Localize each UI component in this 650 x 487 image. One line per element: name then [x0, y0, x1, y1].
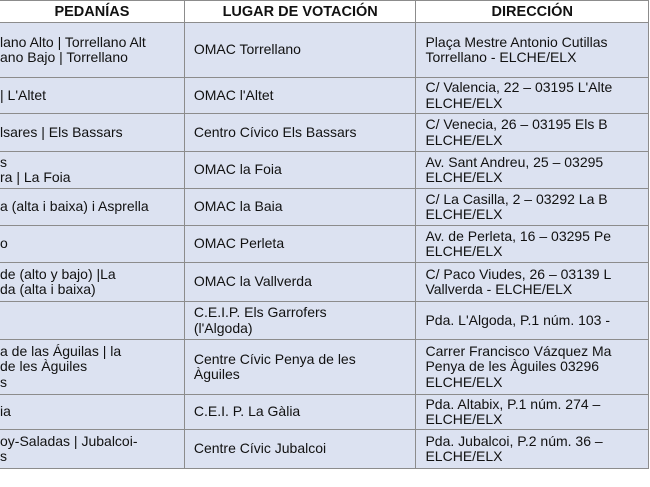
pedanias-cell — [0, 340, 184, 395]
cell-text-line: | L'Altet — [0, 86, 46, 103]
cell-text-line: OMAC la Foia — [193, 161, 282, 178]
table-row — [0, 263, 649, 302]
cell-text-line: ia — [0, 403, 11, 420]
cell-text-line: C.E.I. P. La Gàlia — [193, 403, 301, 420]
direccion-cell — [416, 430, 649, 469]
cell-text-line: da (alta i baixa) — [0, 281, 96, 297]
cell-text-line: ELCHE/ELX — [425, 206, 503, 222]
table-row — [0, 23, 649, 78]
lugar-cell — [184, 340, 416, 395]
table-row — [0, 430, 649, 469]
table-row — [0, 152, 649, 189]
lugar-cell — [184, 430, 416, 469]
direccion-cell — [416, 23, 649, 78]
cell-text-line: ELCHE/ELX — [425, 169, 503, 185]
cell-text-line: OMAC Perleta — [193, 235, 285, 252]
cell-text-line: Centre Cívic Penya de les — [193, 350, 356, 367]
header-lugar-de-votacion: LUGAR DE VOTACIÓN — [184, 1, 416, 23]
direccion-cell — [416, 152, 649, 189]
cell-text-line: C/ Valencia, 22 – 03195 L'Alte — [425, 79, 613, 95]
cell-text-line: ELCHE/ELX — [425, 243, 503, 259]
direccion-cell — [416, 226, 649, 263]
cell-text-line: ELCHE/ELX — [425, 448, 503, 464]
pedanias-cell — [0, 23, 184, 78]
cell-text-line: Penya de les Àguiles 03296 — [425, 358, 600, 375]
cell-text-line: s — [0, 153, 7, 170]
cell-text-line: Centro Cívico Els Bassars — [193, 123, 357, 140]
cell-text-line: OMAC la Baia — [193, 198, 283, 215]
cell-text-line: o — [0, 235, 8, 252]
cell-text-line: ra | La Foia — [0, 169, 71, 185]
cell-text-line: lsares | Els Bassars — [0, 123, 123, 140]
cell-text-line: a (alta i baixa) i Asprella — [0, 198, 149, 215]
cell-text-line: Vallverda - ELCHE/ELX — [425, 281, 573, 297]
cell-text-line: s — [0, 448, 7, 464]
cell-text-line: Pda. Jubalcoi, P.2 núm. 36 – — [425, 432, 603, 449]
cell-text-line: Av. Sant Andreu, 25 – 03295 — [425, 153, 604, 170]
pedanias-cell — [0, 263, 184, 302]
direccion-cell — [416, 340, 649, 395]
direccion-cell — [416, 302, 649, 340]
pedanias-cell — [0, 395, 184, 430]
table-row — [0, 78, 649, 114]
cell-text-line: de (alto y bajo) |La — [0, 265, 116, 282]
pedanias-cell — [0, 152, 184, 189]
lugar-cell — [184, 263, 416, 302]
direccion-cell — [416, 114, 649, 152]
cell-text-line: ano Bajo | Torrellano — [0, 49, 128, 65]
cell-text-line: ELCHE/ELX — [425, 373, 503, 390]
cell-text-line: Centre Cívic Jubalcoi — [193, 440, 327, 457]
pedanias-cell — [0, 78, 184, 114]
cell-text-line: Plaça Mestre Antonio Cutillas — [425, 33, 608, 50]
cell-text-line: OMAC l'Altet — [193, 86, 274, 103]
lugar-cell — [184, 302, 416, 340]
table-row — [0, 189, 649, 226]
pedanias-cell — [0, 302, 184, 340]
pedanias-cell — [0, 189, 184, 226]
table-row — [0, 340, 649, 395]
header-direccion: DIRECCIÓN — [416, 1, 649, 23]
table-row — [0, 395, 649, 430]
table-row — [0, 302, 649, 340]
cell-text-line: a de las Águilas | la — [0, 342, 122, 359]
direccion-cell — [416, 189, 649, 226]
direccion-cell — [416, 395, 649, 430]
table-row — [0, 226, 649, 263]
cell-text-line: Pda. Altabix, P.1 núm. 274 – — [425, 395, 601, 412]
cell-text-line: lano Alto | Torrellano Alt — [0, 33, 146, 50]
pedanias-cell — [0, 114, 184, 152]
lugar-cell — [184, 226, 416, 263]
cell-text-line: s — [0, 373, 7, 390]
lugar-cell — [184, 395, 416, 430]
header-row — [0, 1, 649, 23]
cell-text-line: Àguiles — [193, 366, 240, 382]
cell-text-line: Carrer Francisco Vázquez Ma — [425, 342, 612, 359]
cell-text-line: Pda. L'Algoda, P.1 núm. 103 - — [425, 311, 611, 328]
direccion-cell — [416, 78, 649, 114]
cell-text-line: oy-Saladas | Jubalcoi- — [0, 432, 138, 449]
lugar-cell — [184, 23, 416, 78]
cell-text-line: de les Àguiles — [0, 358, 88, 375]
cell-text-line: C.E.I.P. Els Garrofers — [193, 304, 327, 320]
cell-text-line: ELCHE/ELX — [425, 131, 503, 148]
header-pedanias: PEDANÍAS — [0, 1, 184, 23]
cell-text-line: C/ Paco Viudes, 26 – 03139 L — [425, 265, 612, 282]
pedanias-cell — [0, 226, 184, 263]
cell-text-line: ELCHE/ELX — [425, 411, 503, 427]
cell-text-line: ELCHE/ELX — [425, 94, 503, 111]
cell-text-line: Av. de Perleta, 16 – 03295 Pe — [425, 227, 611, 244]
cell-text-line: C/ La Casilla, 2 – 03292 La B — [425, 190, 608, 207]
cell-text-line: Torrellano - ELCHE/ELX — [425, 49, 577, 65]
lugar-cell — [184, 78, 416, 114]
cell-text-line: OMAC Torrellano — [193, 41, 301, 58]
direccion-cell — [416, 263, 649, 302]
cell-text-line: OMAC la Vallverda — [193, 273, 312, 290]
pedanias-cell — [0, 430, 184, 469]
lugar-cell — [184, 189, 416, 226]
table-row — [0, 114, 649, 152]
lugar-cell — [184, 152, 416, 189]
lugar-cell — [184, 114, 416, 152]
cell-text-line: (l'Algoda) — [193, 319, 253, 336]
cell-text-line: C/ Venecia, 26 – 03195 Els B — [425, 116, 608, 132]
